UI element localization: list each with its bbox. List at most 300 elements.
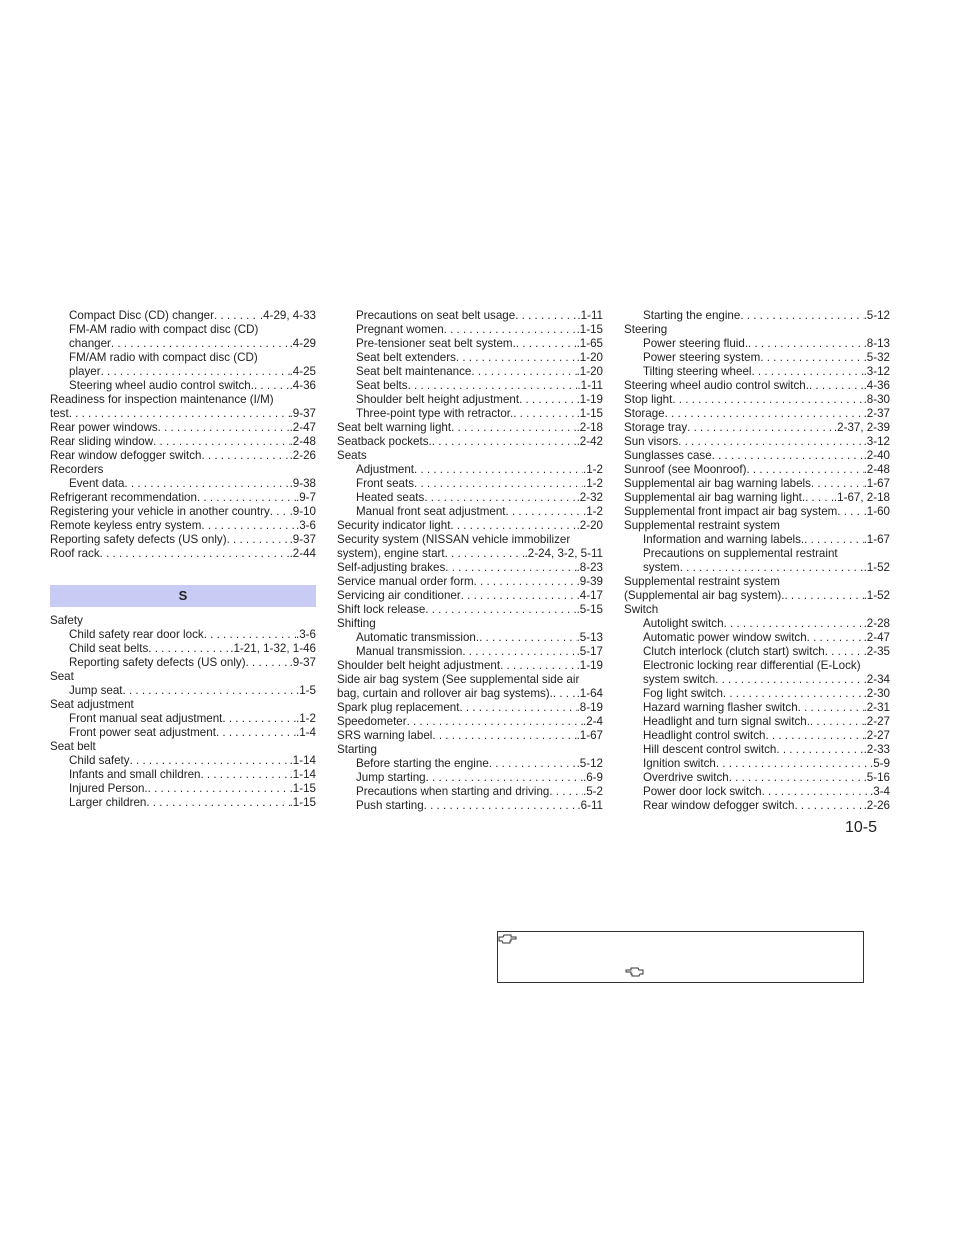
- entry-page-ref: .9-38: [289, 477, 316, 490]
- index-entry: [624, 421, 890, 435]
- dot-leader: [837, 505, 863, 519]
- dot-leader: [425, 603, 576, 617]
- index-entry: [50, 533, 316, 547]
- index-entry: [337, 687, 603, 701]
- entry-term: Headlight and turn signal switch.: [643, 715, 810, 728]
- index-entry: [337, 309, 603, 323]
- dot-leader: [798, 701, 864, 715]
- entry-term: Infants and small children: [69, 768, 201, 781]
- entry-page-ref: .2-35: [863, 645, 890, 658]
- index-entry: [337, 337, 603, 351]
- entry-term: Seat belts: [356, 379, 408, 392]
- entry-page-ref: .2-37: [863, 407, 890, 420]
- dot-leader: [549, 785, 583, 799]
- entry-page-ref: .6-9: [583, 771, 603, 784]
- entry-page-ref: .1-2: [583, 505, 603, 518]
- entry-term: Security indicator light: [337, 519, 451, 532]
- entry-term: Rear power windows: [50, 421, 158, 434]
- index-entry: [337, 463, 603, 477]
- entry-page-ref: .1-67: [863, 477, 890, 490]
- dot-leader: [553, 687, 577, 701]
- dot-leader: [414, 463, 583, 477]
- entry-term: Manual front seat adjustment: [356, 505, 506, 518]
- dot-leader: [414, 477, 583, 491]
- section-letter-bar: [50, 585, 316, 607]
- index-entry: [50, 421, 316, 435]
- index-entry: [624, 561, 890, 575]
- index-entry: [50, 309, 316, 323]
- entry-term: Steering wheel audio control switch.: [69, 379, 254, 392]
- entry-term: Shift lock release: [337, 603, 426, 616]
- dot-leader: [111, 337, 290, 351]
- index-entry: [50, 505, 316, 519]
- dot-leader: [462, 645, 576, 659]
- dot-leader: [456, 351, 577, 365]
- dot-leader: [100, 547, 290, 561]
- entry-term: system: [643, 561, 680, 574]
- dot-leader: [424, 491, 576, 505]
- entry-page-ref: .5-9: [870, 757, 890, 770]
- entry-term: Seat belt warning light: [337, 421, 452, 434]
- entry-term: Spark plug replacement: [337, 701, 460, 714]
- entry-term: Self-adjusting brakes: [337, 561, 446, 574]
- entry-term: SRS warning label: [337, 729, 433, 742]
- index-heading: Readiness for inspection maintenance (I/M): [50, 393, 274, 406]
- section-spacer: [50, 561, 316, 585]
- entry-term: system), engine start: [337, 547, 445, 560]
- dot-leader: [804, 533, 863, 547]
- entry-term: Supplemental front impact air bag system: [624, 505, 838, 518]
- entry-term: system switch: [643, 673, 716, 686]
- dot-leader: [69, 407, 290, 421]
- entry-page-ref: .9-7: [296, 491, 316, 504]
- entry-page-ref: .1-20: [576, 351, 603, 364]
- index-entry: [337, 785, 603, 799]
- dot-leader: [197, 491, 296, 505]
- entry-term: Rear window defogger switch: [643, 799, 795, 812]
- dot-leader: [776, 743, 863, 757]
- entry-term: Jump seat: [69, 684, 123, 697]
- dot-leader: [513, 407, 576, 421]
- entry-page-ref: .2-28: [863, 617, 890, 630]
- dot-leader: [461, 589, 577, 603]
- entry-page-ref: .9-37: [289, 407, 316, 420]
- entry-page-ref: .1-4: [296, 726, 316, 739]
- dot-leader: [432, 729, 576, 743]
- dot-leader: [784, 589, 863, 603]
- index-entry: [50, 365, 316, 379]
- index-entry: [337, 631, 603, 645]
- entry-page-ref: .1-21, 1-32, 1-46: [230, 642, 316, 655]
- index-entry: [624, 365, 890, 379]
- dot-leader: [712, 449, 864, 463]
- index-heading: FM-AM radio with compact disc (CD): [69, 323, 259, 336]
- entry-page-ref: .9-37: [289, 533, 316, 546]
- entry-term: Reporting safety defects (US only): [69, 656, 246, 669]
- entry-term: Seatback pockets.: [337, 435, 432, 448]
- section-letter: S: [178, 588, 188, 603]
- entry-page-ref: .1-11: [577, 379, 603, 392]
- entry-page-ref: .2-47: [289, 421, 316, 434]
- dot-leader: [216, 726, 296, 740]
- entry-page-ref: .2-44: [289, 547, 316, 560]
- entry-term: Sunglasses case: [624, 449, 712, 462]
- entry-term: Information and warning labels.: [643, 533, 805, 546]
- dot-leader: [407, 715, 583, 729]
- entry-page-ref: .5-15: [576, 603, 603, 616]
- index-entry: [337, 799, 603, 813]
- index-heading: Supplemental restraint system: [624, 519, 780, 532]
- dot-leader: [729, 771, 864, 785]
- entry-term: Precautions on seat belt usage: [356, 309, 516, 322]
- index-entry: [337, 491, 603, 505]
- index-entry: [624, 715, 890, 729]
- entry-term: Storage tray: [624, 421, 688, 434]
- entry-page-ref: .1-14: [289, 754, 316, 767]
- dot-leader: [680, 561, 864, 575]
- dot-leader: [227, 533, 290, 547]
- index-entry: [50, 379, 316, 393]
- index-entry: [50, 656, 316, 670]
- dot-leader: [751, 365, 863, 379]
- index-entry: [337, 701, 603, 715]
- dot-leader: [515, 309, 577, 323]
- entry-term: Ignition switch: [643, 757, 716, 770]
- index-entry: [50, 628, 316, 642]
- entry-term: Registering your vehicle in another country: [50, 505, 270, 518]
- dot-leader: [204, 628, 296, 642]
- entry-page-ref: .4-25: [289, 365, 316, 378]
- entry-term: Service manual order form: [337, 575, 474, 588]
- entry-term: Manual transmission: [356, 645, 463, 658]
- dot-leader: [158, 421, 290, 435]
- index-entry: [50, 435, 316, 449]
- entry-page-ref: .1-14: [289, 768, 316, 781]
- index-heading: Seats: [337, 449, 367, 462]
- entry-term: Power steering fluid.: [643, 337, 749, 350]
- entry-term: Stop light: [624, 393, 673, 406]
- entry-page-ref: .1-60: [863, 505, 890, 518]
- entry-term: Larger children: [69, 796, 147, 809]
- entry-page-ref: .5-13: [576, 631, 603, 644]
- entry-term: Supplemental air bag warning light.: [624, 491, 806, 504]
- dot-leader: [201, 449, 289, 463]
- index-entry: [624, 631, 890, 645]
- dot-leader: [506, 505, 584, 519]
- entry-term: player: [69, 365, 101, 378]
- dot-leader: [715, 673, 863, 687]
- entry-page-ref: .2-30: [863, 687, 890, 700]
- index-entry: [337, 547, 603, 561]
- index-entry: [50, 547, 316, 561]
- dot-leader: [445, 561, 576, 575]
- entry-term: Before starting the engine: [356, 757, 489, 770]
- index-entry: [50, 712, 316, 726]
- index-heading: Seat belt: [50, 740, 96, 753]
- entry-term: Push starting: [356, 799, 424, 812]
- entry-term: Servicing air conditioner: [337, 589, 461, 602]
- entry-term: Clutch interlock (clutch start) switch: [643, 645, 825, 658]
- dot-leader: [678, 435, 863, 449]
- dot-leader: [214, 309, 260, 323]
- entry-page-ref: .4-36: [863, 379, 890, 392]
- index-entry: [50, 796, 316, 810]
- dot-leader: [222, 712, 296, 726]
- index-heading: Seat: [50, 670, 74, 683]
- entry-term: changer: [69, 337, 111, 350]
- entry-page-ref: .1-11: [577, 309, 603, 322]
- dot-leader: [201, 519, 296, 533]
- entry-page-ref: .1-2: [296, 712, 316, 725]
- dot-leader: [811, 477, 864, 491]
- index-entry: [50, 726, 316, 740]
- index-entry: [337, 393, 603, 407]
- dot-leader: [270, 505, 290, 519]
- index-entry: [50, 782, 316, 796]
- dot-leader: [479, 631, 576, 645]
- page-number: 10-5: [845, 819, 878, 836]
- entry-term: Heated seats: [356, 491, 425, 504]
- entry-term: Rear sliding window: [50, 435, 154, 448]
- index-entry: [337, 645, 603, 659]
- entry-page-ref: .1-67, 2-18: [833, 491, 890, 504]
- index-heading: Seat adjustment: [50, 698, 134, 711]
- dot-leader: [489, 757, 577, 771]
- entry-page-ref: .2-48: [289, 435, 316, 448]
- index-entry: [337, 323, 603, 337]
- entry-page-ref: .2-24, 3-2, 5-11: [524, 547, 603, 560]
- dot-leader: [254, 379, 290, 393]
- entry-page-ref: .8-13: [863, 337, 890, 350]
- index-entry: [624, 463, 890, 477]
- entry-page-ref: .1-20: [576, 365, 603, 378]
- dot-leader: [146, 796, 289, 810]
- index-entry: [337, 757, 603, 771]
- dot-leader: [474, 575, 577, 589]
- dot-leader: [762, 785, 870, 799]
- entry-term: Seat belt maintenance: [356, 365, 472, 378]
- entry-page-ref: .5-12: [576, 757, 603, 770]
- entry-page-ref: .1-19: [576, 393, 603, 406]
- entry-term: Child seat belts: [69, 642, 149, 655]
- dot-leader: [408, 379, 578, 393]
- entry-page-ref: .5-16: [863, 771, 890, 784]
- index-heading: Switch: [624, 603, 659, 616]
- index-entry: [337, 365, 603, 379]
- dot-leader: [459, 701, 576, 715]
- entry-term: Headlight control switch: [643, 729, 766, 742]
- index-entry: [50, 477, 316, 491]
- index-entry: [624, 617, 890, 631]
- entry-page-ref: .2-40: [863, 449, 890, 462]
- dot-leader: [148, 642, 230, 656]
- entry-term: Jump starting: [356, 771, 426, 784]
- index-entry: [624, 771, 890, 785]
- index-heading: Recorders: [50, 463, 104, 476]
- entry-term: Precautions when starting and driving: [356, 785, 550, 798]
- index-entry: [337, 351, 603, 365]
- entry-page-ref: .3-6: [296, 519, 316, 532]
- dot-leader: [200, 768, 289, 782]
- entry-page-ref: .2-42: [576, 435, 603, 448]
- index-entry: [624, 785, 890, 799]
- index-entry: [624, 309, 890, 323]
- entry-page-ref: .2-20: [576, 519, 603, 532]
- index-entry: [50, 684, 316, 698]
- entry-term: Front seats: [356, 477, 414, 490]
- entry-term: Front manual seat adjustment: [69, 712, 223, 725]
- dot-leader: [471, 365, 576, 379]
- entry-page-ref: .1-2: [583, 477, 603, 490]
- index-entry: [50, 768, 316, 782]
- index-group-r: [50, 309, 316, 561]
- entry-term: Shoulder belt height adjustment: [337, 659, 501, 672]
- index-group-s: [50, 614, 316, 810]
- index-heading: Precautions on supplemental restraint: [643, 547, 838, 560]
- dot-leader: [805, 491, 834, 505]
- entry-page-ref: .1-15: [289, 782, 316, 795]
- entry-page-ref: .2-32: [576, 491, 603, 504]
- dot-leader: [807, 631, 864, 645]
- entry-page-ref: .5-32: [863, 351, 890, 364]
- index-entry: [624, 477, 890, 491]
- entry-page-ref: .5-17: [576, 645, 603, 658]
- entry-term: Injured Person.: [69, 782, 148, 795]
- entry-term: Autolight switch: [643, 617, 724, 630]
- index-entry: [337, 771, 603, 785]
- entry-term: Speedometer: [337, 715, 407, 728]
- dot-leader: [665, 407, 864, 421]
- dot-leader: [519, 393, 576, 407]
- dot-leader: [746, 463, 863, 477]
- dot-leader: [424, 799, 578, 813]
- entry-term: Child safety: [69, 754, 130, 767]
- entry-term: Event data: [69, 477, 125, 490]
- index-entry: [624, 533, 890, 547]
- index-entry: [337, 603, 603, 617]
- entry-term: Power steering system: [643, 351, 761, 364]
- entry-page-ref: .4-36: [289, 379, 316, 392]
- index-entry: [50, 519, 316, 533]
- index-heading: Safety: [50, 614, 83, 627]
- index-heading: Starting: [337, 743, 377, 756]
- entry-page-ref: .9-39: [576, 575, 603, 588]
- entry-term: Fog light switch: [643, 687, 723, 700]
- entry-term: Reporting safety defects (US only): [50, 533, 227, 546]
- dot-leader: [724, 617, 864, 631]
- index-entry: [624, 799, 890, 813]
- dot-leader: [123, 684, 297, 698]
- index-entry: [624, 351, 890, 365]
- index-entry: [624, 435, 890, 449]
- dot-leader: [516, 337, 577, 351]
- entry-term: Pre-tensioner seat belt system.: [356, 337, 516, 350]
- entry-term: Hill descent control switch: [643, 743, 777, 756]
- entry-page-ref: .8-19: [576, 701, 603, 714]
- index-entry: [624, 687, 890, 701]
- dot-leader: [716, 757, 870, 771]
- entry-page-ref: .4-29: [289, 337, 316, 350]
- dot-leader: [153, 435, 289, 449]
- index-entry: [337, 729, 603, 743]
- dot-leader: [748, 337, 864, 351]
- index-entry: [624, 379, 890, 393]
- dot-leader: [765, 729, 863, 743]
- dot-leader: [444, 323, 577, 337]
- index-entry: [337, 589, 603, 603]
- entry-term: Hazard warning flasher switch: [643, 701, 798, 714]
- entry-page-ref: .2-26: [289, 449, 316, 462]
- entry-page-ref: .2-31: [863, 701, 890, 714]
- entry-page-ref: .1-67: [576, 729, 603, 742]
- index-entry: [50, 407, 316, 421]
- dot-leader: [445, 547, 525, 561]
- entry-term: Refrigerant recommendation: [50, 491, 197, 504]
- entry-term: Child safety rear door lock: [69, 628, 204, 641]
- entry-term: Sun visors: [624, 435, 679, 448]
- index-entry: [624, 407, 890, 421]
- entry-term: Starting the engine: [643, 309, 741, 322]
- dot-leader: [451, 421, 576, 435]
- index-heading: Supplemental restraint system: [624, 575, 780, 588]
- index-entry: [624, 743, 890, 757]
- entry-page-ref: .1-2: [583, 463, 603, 476]
- entry-term: Rear window defogger switch: [50, 449, 202, 462]
- index-entry: [337, 575, 603, 589]
- entry-page-ref: .1-15: [576, 323, 603, 336]
- entry-term: Power door lock switch: [643, 785, 762, 798]
- dot-leader: [672, 393, 863, 407]
- entry-term: Automatic power window switch: [643, 631, 807, 644]
- index-heading: Side air bag system (See supplemental side air: [337, 673, 580, 686]
- index-entry: [337, 659, 603, 673]
- entry-page-ref: .5-12: [863, 309, 890, 322]
- index-entry: [624, 449, 890, 463]
- entry-page-ref: .5-2: [583, 785, 603, 798]
- entry-page-ref: .9-10: [289, 505, 316, 518]
- entry-term: Roof rack: [50, 547, 100, 560]
- dot-leader: [723, 687, 864, 701]
- index-heading: Steering: [624, 323, 668, 336]
- index-entry: [624, 757, 890, 771]
- entry-term: Seat belt extenders: [356, 351, 456, 364]
- index-heading: Security system (NISSAN vehicle immobilizer: [337, 533, 571, 546]
- dot-leader: [101, 365, 290, 379]
- entry-page-ref: .2-48: [863, 463, 890, 476]
- dot-leader: [246, 656, 290, 670]
- index-entry: [624, 645, 890, 659]
- pointing-hand-left-icon: [624, 965, 644, 979]
- entry-page-ref: .1-15: [576, 407, 603, 420]
- index-entry: [50, 491, 316, 505]
- entry-page-ref: .2-18: [576, 421, 603, 434]
- index-entry: [50, 449, 316, 463]
- entry-term: Pregnant women: [356, 323, 444, 336]
- entry-term: Sunroof (see Moonroof): [624, 463, 747, 476]
- entry-term: Tilting steering wheel: [643, 365, 752, 378]
- dot-leader: [124, 477, 289, 491]
- entry-page-ref: .1-65: [576, 337, 603, 350]
- index-column-1: [50, 309, 316, 810]
- entry-page-ref: .3-4: [870, 785, 890, 798]
- dot-leader: [760, 351, 863, 365]
- note-box: [497, 931, 864, 983]
- entry-term: Automatic transmission.: [356, 631, 480, 644]
- index-entry: [337, 715, 603, 729]
- index-entry: [624, 729, 890, 743]
- entry-page-ref: .3-12: [863, 365, 890, 378]
- index-entry: [624, 673, 890, 687]
